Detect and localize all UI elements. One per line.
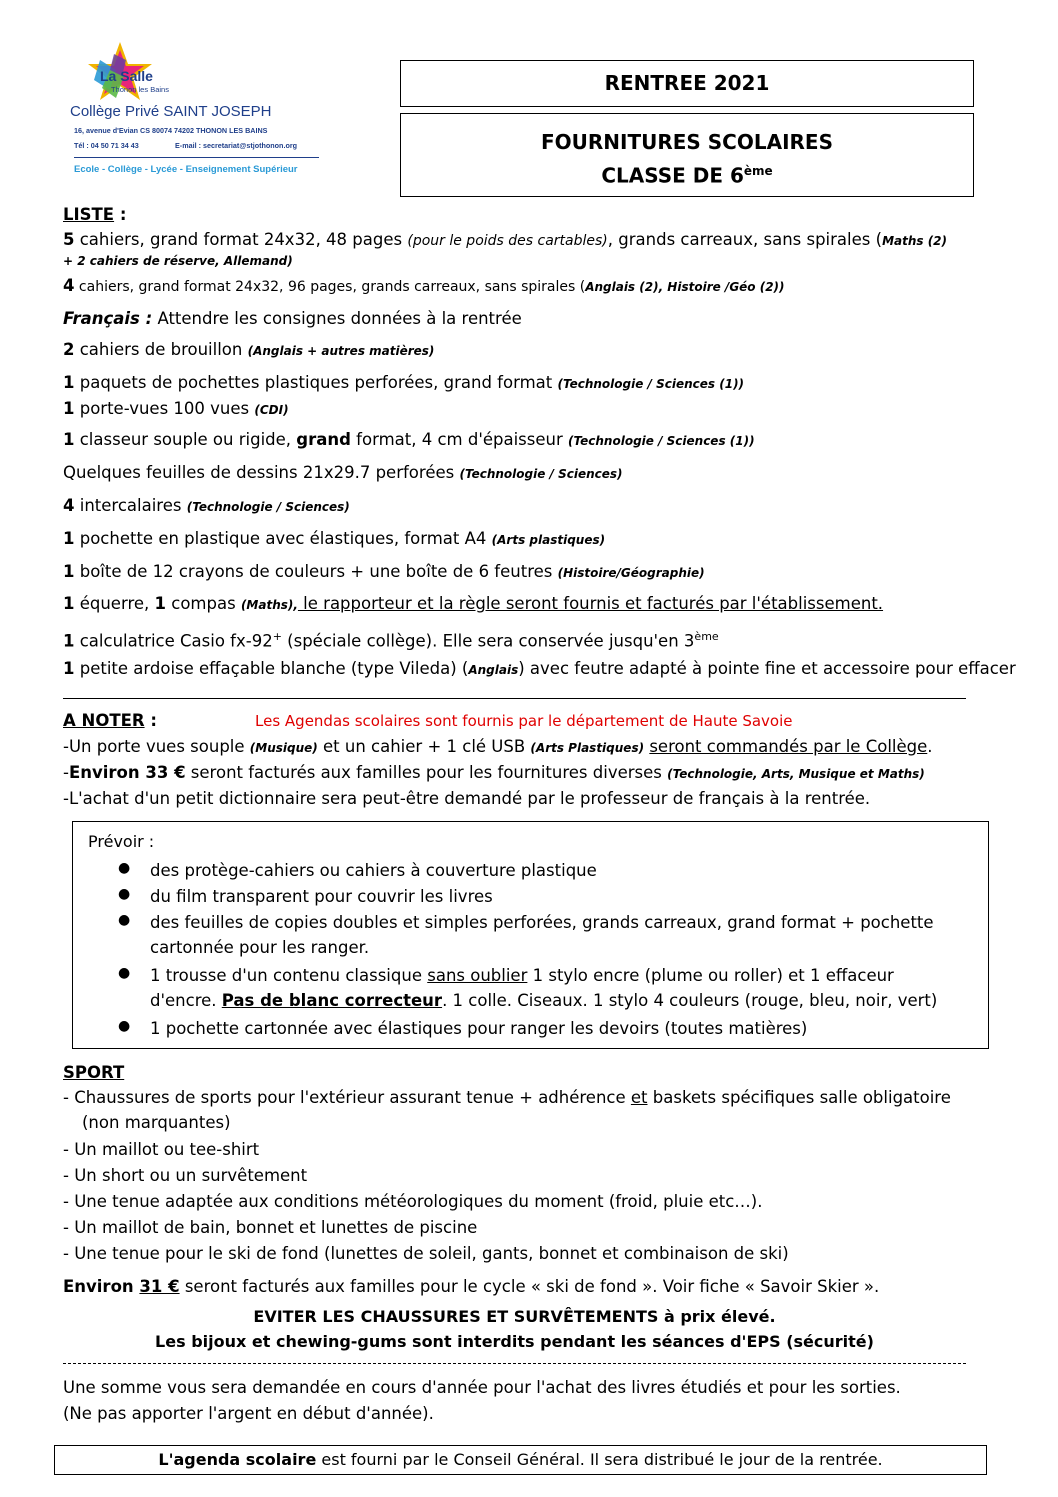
sport-line: - Un short ou un survêtement — [63, 1166, 308, 1185]
sport-line: - Un maillot de bain, bonnet et lunettes de piscine — [63, 1218, 478, 1237]
list-item: 5 cahiers, grand format 24x32, 48 pages (pour le poids des cartables), grands carreaux, sans spirales (Maths (2) — [63, 230, 948, 249]
footer-line: (Ne pas apporter l'argent en début d'année). — [63, 1404, 434, 1423]
logo-school-name: Collège Privé SAINT JOSEPH — [70, 103, 272, 120]
agenda-notice: Les Agendas scolaires sont fournis par le département de Haute Savoie — [255, 712, 793, 730]
list-item: 4 intercalaires (Technologie / Sciences) — [63, 496, 350, 515]
prevoir-title: Prévoir : — [88, 832, 155, 851]
prevoir-item: ● du film transparent pour couvrir les livres — [118, 886, 493, 906]
sport-warning: Les bijoux et chewing-gums sont interdits pendant les séances d'EPS (sécurité) — [155, 1332, 874, 1351]
year-title: RENTREE 2021 — [604, 71, 770, 95]
sport-line: - Une tenue pour le ski de fond (lunettes de soleil, gants, bonnet et combinaison de ski) — [63, 1244, 789, 1263]
a-noter-line: -L'achat d'un petit dictionnaire sera peut-être demandé par le professeur de français à la rentrée. — [63, 789, 871, 808]
a-noter-line: -Un porte vues souple (Musique) et un cahier + 1 clé USB (Arts Plastiques) seront commandés par le Collège. — [63, 737, 933, 756]
list-item: 2 cahiers de brouillon (Anglais + autres matières) — [63, 340, 435, 359]
list-item: 1 pochette en plastique avec élastiques, format A4 (Arts plastiques) — [63, 529, 606, 548]
sport-line: - Un maillot ou tee-shirt — [63, 1140, 260, 1159]
logo-tagline: Ecole - Collège - Lycée - Enseignement Supérieur — [74, 164, 298, 175]
list-item: 1 équerre, 1 compas (Maths), le rapporteur et la règle seront fournis et facturés par l'établissement. — [63, 594, 884, 613]
year-title-box — [400, 60, 974, 107]
list-item-continuation: + 2 cahiers de réserve, Allemand) — [63, 254, 293, 268]
sport-warning: EVITER LES CHAUSSURES ET SURVÊTEMENTS à prix élevé. — [253, 1307, 776, 1326]
list-item: 1 boîte de 12 crayons de couleurs + une boîte de 6 feutres (Histoire/Géographie) — [63, 562, 705, 581]
logo-phone: Tél : 04 50 71 34 43 — [74, 141, 139, 150]
logo-divider — [74, 157, 319, 158]
prevoir-item: ● des feuilles de copies doubles et simples perforées, grands carreaux, grand format + pochette cartonnée pour les ranger. — [118, 912, 934, 957]
agenda-bold: L'agenda scolaire — [158, 1450, 317, 1469]
agenda-text: est fourni par le Conseil Général. Il sera distribué le jour de la rentrée. — [316, 1450, 883, 1469]
sport-heading: SPORT — [63, 1063, 125, 1082]
list-item: 1 calculatrice Casio fx-92+ (spéciale collège). Elle sera conservée jusqu'en 3ème — [63, 630, 719, 651]
section-divider — [63, 698, 966, 699]
list-item: Français : Attendre les consignes données à la rentrée — [63, 309, 522, 328]
supplies-title-box — [400, 113, 974, 197]
a-noter-line: -Environ 33 € seront facturés aux familles pour les fournitures diverses (Technologie, Arts, Musique et Maths) — [63, 763, 925, 782]
dashed-divider — [63, 1363, 966, 1364]
list-item: Quelques feuilles de dessins 21x29.7 perforées (Technologie / Sciences) — [63, 463, 623, 482]
liste-heading: LISTE : — [63, 205, 127, 224]
sport-line: - Une tenue adaptée aux conditions météorologiques du moment (froid, pluie etc…). — [63, 1192, 763, 1211]
class-title: CLASSE DE 6ème — [601, 163, 773, 188]
school-logo — [70, 40, 330, 188]
logo-subbrand: Thonon les Bains — [111, 85, 169, 94]
sport-line: (non marquantes) — [82, 1113, 231, 1132]
agenda-box — [54, 1445, 987, 1475]
list-item: 1 porte-vues 100 vues (CDI) — [63, 399, 289, 418]
footer-line: Une somme vous sera demandée en cours d'année pour l'achat des livres étudiés et pour les sorties. — [63, 1378, 901, 1397]
logo-email: E-mail : secretariat@stjothonon.org — [175, 141, 298, 150]
prevoir-item: ● 1 trousse d'un contenu classique sans oublier 1 stylo encre (plume ou roller) et 1 effaceur d'encre. Pas de blanc correcteur. 1 colle. Ciseaux. 1 stylo 4 couleurs (rouge, bleu, noir, vert) — [118, 965, 938, 1010]
logo-brand: La Salle — [100, 68, 153, 84]
prevoir-item: ● 1 pochette cartonnée avec élastiques pour ranger les devoirs (toutes matières) — [118, 1018, 808, 1038]
sport-line: - Chaussures de sports pour l'extérieur assurant tenue + adhérence et baskets spécifiques salle obligatoire — [63, 1088, 951, 1107]
list-item: 1 petite ardoise effaçable blanche (type Vileda) (Anglais) avec feutre adapté à pointe fine et accessoire pour effacer — [63, 659, 1016, 678]
list-item: 1 paquets de pochettes plastiques perforées, grand format (Technologie / Sciences (1)) — [63, 373, 745, 392]
logo-address: 16, avenue d'Evian CS 80074 74202 THONON LES BAINS — [74, 126, 268, 135]
list-item: 1 classeur souple ou rigide, grand format, 4 cm d'épaisseur (Technologie / Sciences (1)) — [63, 430, 755, 449]
supplies-title: FOURNITURES SCOLAIRES — [540, 130, 833, 154]
a-noter-heading: A NOTER : — [63, 711, 157, 730]
sport-cost: Environ 31 € seront facturés aux familles pour le cycle « ski de fond ». Voir fiche « Savoir Skier ». — [63, 1277, 880, 1296]
list-item: 4 cahiers, grand format 24x32, 96 pages, grands carreaux, sans spirales (Anglais (2), Histoire /Géo (2)) — [63, 276, 785, 295]
prevoir-item: ● des protège-cahiers ou cahiers à couverture plastique — [118, 860, 597, 880]
